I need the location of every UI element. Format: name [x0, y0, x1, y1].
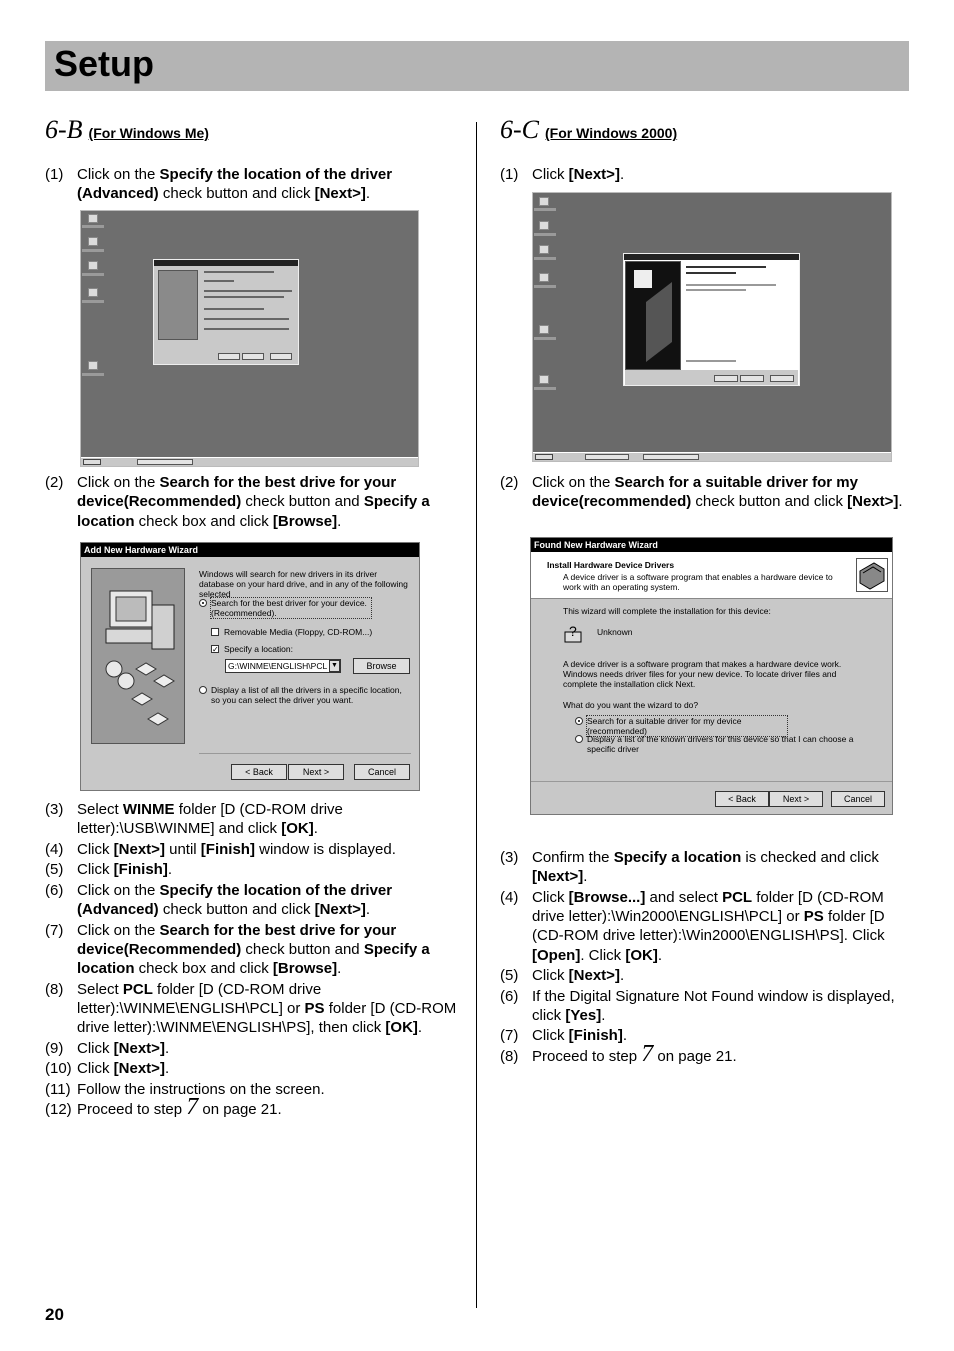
list-item: (3) Confirm the Specify a location is checked and click [Next>]. — [500, 849, 879, 886]
list-item: (1) Click on the Specify the location of the driver (Advanced) check button and click [Next>]. — [45, 166, 393, 203]
cancel-button[interactable]: Cancel — [354, 764, 410, 780]
list-item: (10) Click [Next>]. — [45, 1060, 170, 1078]
taskbar — [81, 457, 418, 466]
wizard-illustration — [91, 568, 185, 744]
wizard-paragraph: A device driver is a software program that makes a hardware device work. Windows needs driver files for your new device. To locate driver files and complete the installation click Next. — [563, 659, 842, 689]
list-item: (7) Click on the Search for the best drive for your device(Recommended) check button and Specify a location check box and click [Browse]. — [45, 921, 430, 978]
recycle-bin-icon — [539, 273, 549, 282]
taskbar — [533, 452, 891, 461]
radio-search-best[interactable] — [199, 599, 207, 607]
location-dropdown-icon[interactable]: ▼ — [329, 660, 340, 672]
steps-6b-part2 — [45, 473, 465, 532]
list-item: (5) Click [Finish]. — [45, 861, 172, 879]
hardware-icon — [856, 558, 888, 592]
list-item: (6) If the Digital Signature Not Found window is displayed, click [Yes]. — [500, 987, 895, 1024]
checkbox-specify-location-label: Specify a location: — [224, 644, 293, 654]
radio-search-suitable-label: Search for a suitable driver for my device (recommended) — [587, 716, 787, 736]
network-places-icon — [88, 261, 98, 270]
column-divider — [476, 122, 477, 1308]
section-heading-6b — [45, 115, 209, 149]
steps-6c-part3 — [500, 848, 910, 1067]
location-field[interactable]: G:\WINME\ENGLISH\PCL — [225, 659, 341, 673]
back-button[interactable]: < Back — [231, 764, 287, 780]
section-number: 6-B — [45, 115, 83, 144]
list-item: (1) Click [Next>]. — [500, 166, 625, 183]
wizard-question: What do you want the wizard to do? — [563, 700, 699, 710]
back-button[interactable]: < Back — [715, 791, 769, 807]
steps-6b-part1 — [45, 165, 465, 205]
cancel-button[interactable]: Cancel — [831, 791, 885, 807]
list-item: (4) Click [Next>] until [Finish] window is displayed. — [45, 840, 396, 858]
wizard-header-panel — [531, 552, 892, 599]
unknown-device-icon — [563, 622, 585, 646]
list-item: (5) Click [Next>]. — [500, 967, 625, 985]
wizard-intro: Windows will search for new drivers in its driver database on your hard drive, and in any of the following selected — [199, 569, 408, 599]
recycle-bin-icon — [88, 288, 98, 297]
section-number: 6-C — [500, 115, 539, 144]
screenshot-winme-desktop — [80, 210, 419, 467]
my-documents-icon — [88, 214, 98, 223]
radio-display-known[interactable] — [575, 735, 583, 743]
windows-explorer-icon — [539, 375, 549, 384]
screenshot-found-hardware-wizard — [530, 537, 893, 815]
list-item: (6) Click on the Specify the location of the driver (Advanced) check button and click [Next>]. — [45, 881, 393, 919]
section-heading-6c — [500, 115, 677, 149]
start-button — [83, 459, 101, 465]
device-name: Unknown — [597, 627, 633, 637]
list-item: (4) Click [Browse...] and select PCL folder [D (CD-ROM drive letter):\Win2000\ENGLISH\PCL] or PS folder [D (CD-ROM drive letter):\Win2000\ENGLISH\PS]. Click [Open]. Click [OK]. — [500, 888, 885, 964]
checkbox-specify-location[interactable]: ✓ — [212, 645, 219, 654]
list-item: (2) Click on the Search for the best drive for your device(Recommended) check button and Specify a location check box and click [Browse]. — [45, 474, 430, 530]
list-item: (8) Select PCL folder [D (CD-ROM drive letter):\WINME\ENGLISH\PCL] or PS folder [D (CD-ROM drive letter):\WINME\ENGLISH\PS], then click [OK]. — [45, 980, 457, 1037]
wizard-subheading: A device driver is a software program that enables a hardware device to work with an operating system. — [563, 572, 833, 592]
radio-display-known-label: Display a list of the known drivers for this device so that I can choose a specific driver — [587, 734, 854, 754]
dialog-title: Found New Hardware Wizard — [531, 538, 892, 552]
mini-wizard-window — [153, 259, 299, 365]
checkbox-removable-media-label: Removable Media (Floppy, CD-ROM...) — [224, 627, 373, 637]
list-item: (2) Click on the Search for a suitable driver for my device(recommended) check button and click [Next>]. — [500, 474, 903, 511]
screenshot-add-hardware-wizard — [80, 542, 420, 791]
wizard-line1: This wizard will complete the installation for this device: — [563, 606, 771, 616]
radio-search-best-label: Search for the best driver for your device. (Recommended). — [211, 598, 371, 618]
section-subtitle: (For Windows 2000) — [545, 125, 678, 141]
list-item: (3) Select WINME folder [D (CD-ROM drive letter):\USB\WINME] and click [OK]. — [45, 801, 343, 838]
steps-6c-part2 — [500, 473, 910, 513]
next-button[interactable]: Next > — [288, 764, 344, 780]
my-documents-icon — [539, 197, 549, 206]
start-button — [535, 454, 553, 460]
radio-search-suitable[interactable] — [575, 717, 583, 725]
header-banner — [45, 41, 909, 91]
section-subtitle: (For Windows Me) — [88, 125, 209, 141]
online-services-icon — [88, 361, 98, 370]
wizard-heading: Install Hardware Device Drivers — [547, 560, 675, 570]
list-item: (7) Click [Finish]. — [500, 1027, 627, 1045]
radio-display-list[interactable] — [199, 686, 207, 694]
checkbox-removable-media[interactable] — [211, 628, 219, 636]
page-number: 20 — [45, 1305, 64, 1324]
list-item: (12) Proceed to step 7 on page 21. — [45, 1094, 282, 1121]
steps-6c-part1 — [500, 165, 910, 185]
mini-found-hardware-window — [623, 253, 800, 386]
my-computer-icon — [539, 221, 549, 230]
browse-button[interactable]: Browse — [353, 658, 410, 674]
list-item: (9) Click [Next>]. — [45, 1039, 170, 1057]
screenshot-win2000-desktop — [532, 192, 892, 462]
dialog-title: Add New Hardware Wizard — [81, 543, 419, 557]
next-button[interactable]: Next > — [769, 791, 823, 807]
steps-6b-part3 — [45, 800, 465, 1121]
my-computer-icon — [88, 237, 98, 246]
list-item: (11) Follow the instructions on the screen. — [45, 1080, 325, 1098]
network-places-icon — [539, 245, 549, 254]
svg-text:?: ? — [569, 623, 577, 639]
page-title: Setup — [54, 43, 155, 84]
connect-internet-icon — [539, 325, 549, 334]
radio-display-list-label: Display a list of all the drivers in a specific location, so you can select the driver you want. — [211, 685, 402, 705]
list-item: (8) Proceed to step 7 on page 21. — [500, 1040, 737, 1067]
